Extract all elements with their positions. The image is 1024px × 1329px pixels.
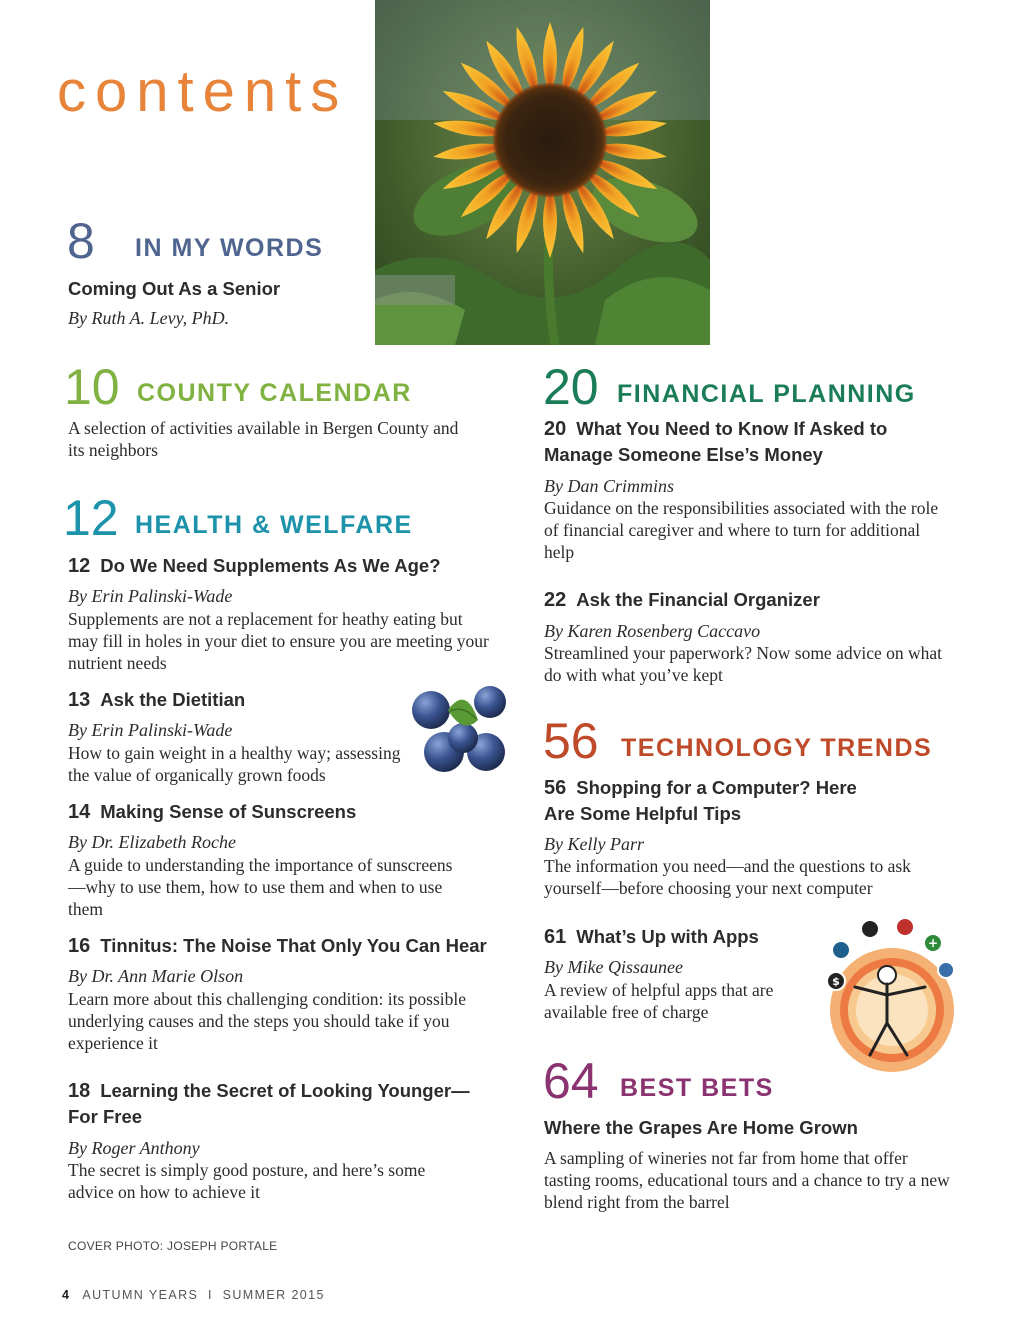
article-byline: By Erin Palinski-Wade: [68, 720, 233, 740]
blueberries-image: [408, 680, 513, 780]
sunflower-photo: [375, 0, 710, 345]
article-title[interactable]: 16 Tinnitus: The Noise That Only You Can Hear: [68, 935, 487, 957]
article-description: A guide to understanding the importance of sunscreens—why to use them, how to use them and when to use them: [68, 855, 453, 919]
article-title[interactable]: 20 What You Need to Know If Asked to Manage Someone Else’s Money: [544, 418, 888, 465]
section-number: 10: [64, 359, 120, 415]
article-title[interactable]: 56 Shopping for a Computer? Here Are Some Helpful Tips: [544, 777, 857, 824]
article-page-number: 12: [68, 555, 91, 577]
svg-text:+: +: [927, 936, 939, 950]
section-name: BEST BETS: [620, 1074, 774, 1102]
article-page-number: 18: [68, 1080, 91, 1102]
article-byline: By Erin Palinski-Wade: [68, 586, 233, 606]
section-name: IN MY WORDS: [135, 234, 324, 262]
article-title[interactable]: 61 What’s Up with Apps: [544, 926, 759, 948]
page-folio: [62, 1288, 325, 1302]
article-description: Supplements are not a replacement for heathy eating but may fill in holes in your diet to ensure you are meeting your nutrient needs: [68, 609, 489, 673]
article-title[interactable]: 14 Making Sense of Sunscreens: [68, 801, 357, 823]
article-byline: By Mike Qissaunee: [544, 957, 683, 977]
cover-photo-credit: COVER PHOTO: JOSEPH PORTALE: [68, 1239, 278, 1253]
article-byline: By Dr. Elizabeth Roche: [68, 832, 236, 852]
section-number: 64: [543, 1053, 599, 1109]
section-number: 20: [543, 359, 599, 415]
article-byline: By Ruth A. Levy, PhD.: [68, 308, 230, 328]
article-byline: By Dr. Ann Marie Olson: [68, 966, 244, 986]
article-title[interactable]: 22 Ask the Financial Organizer: [544, 589, 820, 611]
apps-juggler-illustration: [815, 915, 970, 1075]
article-byline: By Roger Anthony: [68, 1138, 200, 1158]
article-description: A review of helpful apps that are available free of charge: [544, 980, 774, 1022]
article-title[interactable]: 13 Ask the Dietitian: [68, 689, 246, 711]
article-title[interactable]: 18 Learning the Secret of Looking Younger—For Free: [68, 1080, 470, 1127]
article-description: Streamlined your paperwork? Now some advice on what do with what you’ve kept: [544, 643, 943, 685]
article-description: The information you need—and the questions to ask yourself—before choosing your next computer: [544, 856, 911, 898]
article-page-number: 14: [68, 801, 91, 823]
article-page-number: 61: [544, 926, 567, 948]
section-number: 56: [543, 713, 599, 769]
publication-issue: AUTUMN YEARS I SUMMER 2015: [82, 1288, 325, 1302]
article-page-number: 22: [544, 589, 567, 611]
section-description: A selection of activities available in Bergen County and its neighbors: [68, 418, 459, 460]
article-page-number: 20: [544, 418, 567, 440]
article-page-number: 16: [68, 935, 91, 957]
article-title[interactable]: Coming Out As a Senior: [68, 278, 281, 299]
article-description: A sampling of wineries not far from home that offer tasting rooms, educational tours and a chance to try a new blend right from the barrel: [544, 1148, 950, 1212]
section-name: TECHNOLOGY TRENDS: [621, 734, 933, 762]
section-number: 12: [63, 490, 119, 546]
svg-text:$: $: [832, 975, 840, 988]
article-description: Learn more about this challenging condition: its possible underlying causes and the steps you should take if you experience it: [68, 989, 467, 1053]
page-number: 4: [62, 1288, 71, 1302]
section-name: FINANCIAL PLANNING: [617, 380, 916, 408]
section-number: 8: [67, 213, 95, 269]
article-page-number: 56: [544, 777, 567, 799]
article-title[interactable]: Where the Grapes Are Home Grown: [544, 1117, 858, 1138]
page-title: contents: [57, 59, 349, 124]
section-name: COUNTY CALENDAR: [137, 379, 412, 407]
section-name: HEALTH & WELFARE: [135, 511, 413, 539]
article-description: The secret is simply good posture, and here’s some advice on how to achieve it: [68, 1160, 426, 1202]
article-byline: By Dan Crimmins: [544, 476, 674, 496]
article-description: Guidance on the responsibilities associated with the role of financial caregiver and where to turn for additional help: [544, 498, 939, 562]
article-page-number: 13: [68, 689, 91, 711]
article-byline: By Kelly Parr: [544, 834, 644, 854]
article-title[interactable]: 12 Do We Need Supplements As We Age?: [68, 555, 441, 577]
article-description: How to gain weight in a healthy way; assessing the value of organically grown foods: [68, 743, 401, 785]
article-byline: By Karen Rosenberg Caccavo: [544, 621, 761, 641]
